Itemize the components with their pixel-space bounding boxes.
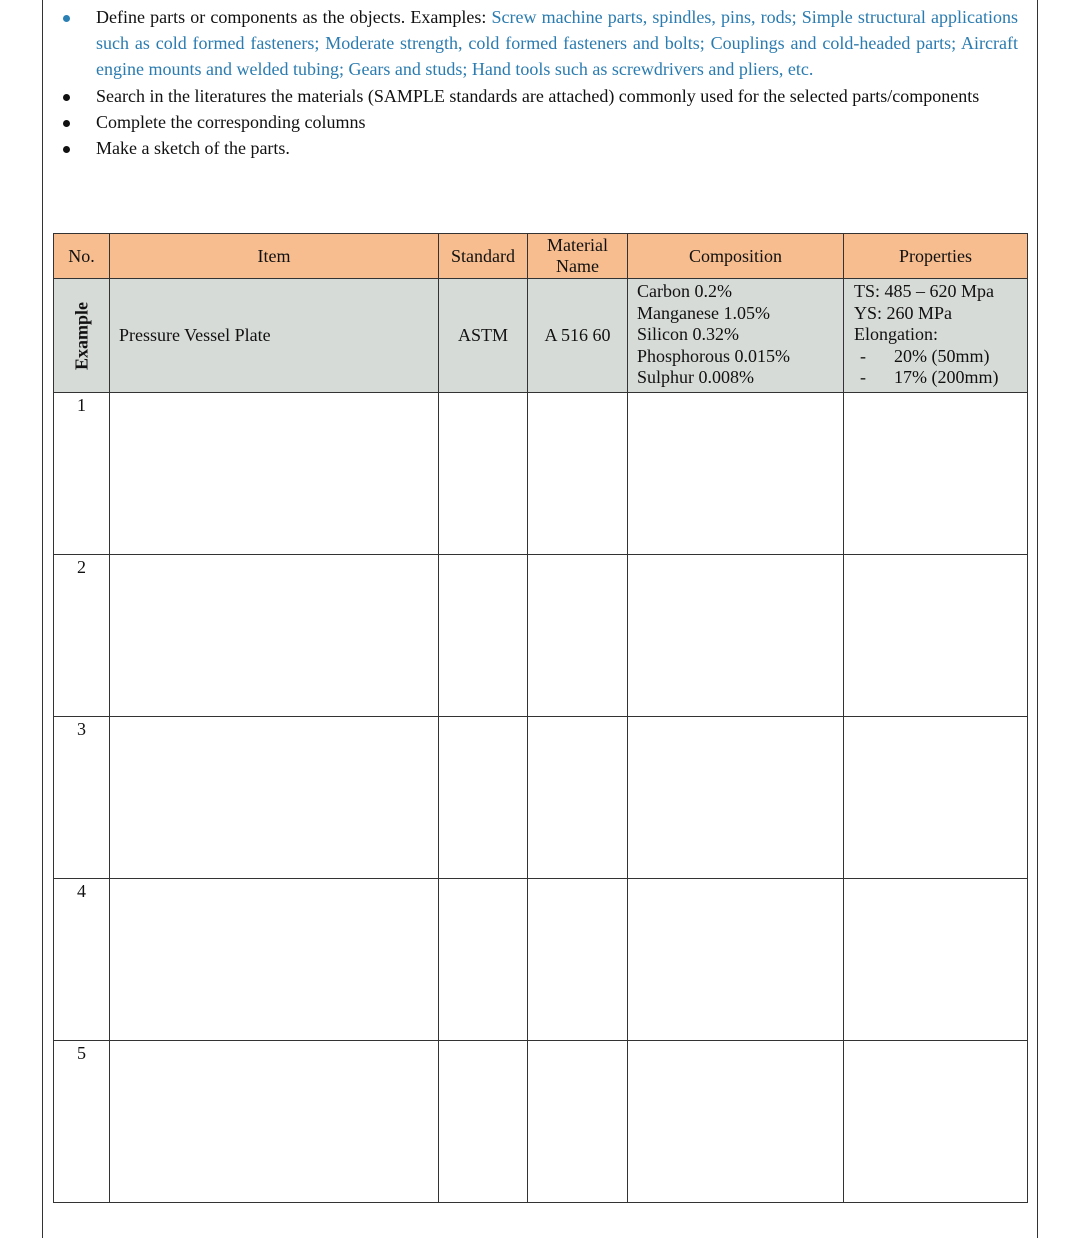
material-name-cell[interactable] xyxy=(528,879,628,1041)
properties-cell[interactable] xyxy=(844,879,1028,1041)
item-cell[interactable] xyxy=(110,879,439,1041)
standard-cell[interactable] xyxy=(439,879,528,1041)
example-material-name: A 516 60 xyxy=(528,279,628,393)
table-row xyxy=(54,393,1028,555)
header-standard: Standard xyxy=(439,234,528,279)
elongation-value: 17% (200mm) xyxy=(894,367,999,387)
composition-cell[interactable] xyxy=(628,879,844,1041)
property-ys: YS: 260 MPa xyxy=(854,302,953,323)
composition-line: Manganese 1.05% xyxy=(637,302,770,323)
instruction-item-1 xyxy=(0,4,1080,83)
header-properties: Properties xyxy=(844,234,1028,279)
property-elongation-line xyxy=(854,346,1027,368)
property-elongation-line xyxy=(854,367,1027,389)
example-row xyxy=(54,279,1028,393)
instruction-1-prefix: Define parts or components as the objects. Examples: xyxy=(96,7,492,27)
standard-cell[interactable] xyxy=(439,1041,528,1203)
row-number: 1 xyxy=(54,393,110,555)
composition-line: Phosphorous 0.015% xyxy=(637,345,791,366)
row-number: 3 xyxy=(54,717,110,879)
property-ts: TS: 485 – 620 Mpa xyxy=(854,281,995,301)
example-label-cell xyxy=(54,279,110,393)
material-name-cell[interactable] xyxy=(528,393,628,555)
bullet-icon xyxy=(63,15,70,22)
instruction-2-text: Search in the literatures the materials (SAMPLE standards are attached) commonly used for the selected parts/components xyxy=(96,86,980,106)
composition-cell[interactable] xyxy=(628,555,844,717)
instruction-4-text: Make a sketch of the parts. xyxy=(96,138,290,158)
table-row xyxy=(54,717,1028,879)
row-number: 2 xyxy=(54,555,110,717)
standard-cell[interactable] xyxy=(439,393,528,555)
materials-table xyxy=(53,233,1028,1203)
header-material-name: Material Name xyxy=(528,234,628,279)
row-number: 4 xyxy=(54,879,110,1041)
properties-cell[interactable] xyxy=(844,717,1028,879)
instruction-list xyxy=(0,4,1080,161)
example-standard: ASTM xyxy=(439,279,528,393)
property-elongation-label: Elongation: xyxy=(854,324,938,344)
item-cell[interactable] xyxy=(110,393,439,555)
row-number: 5 xyxy=(54,1041,110,1203)
elongation-value: 20% (50mm) xyxy=(894,345,990,366)
standard-cell[interactable] xyxy=(439,555,528,717)
material-name-cell[interactable] xyxy=(528,555,628,717)
table-header-row xyxy=(54,234,1028,279)
bullet-icon xyxy=(63,146,70,153)
table-row xyxy=(54,1041,1028,1203)
item-cell[interactable] xyxy=(110,717,439,879)
dash-marker: - xyxy=(860,367,866,387)
bullet-icon xyxy=(63,94,70,101)
properties-cell[interactable] xyxy=(844,555,1028,717)
material-name-cell[interactable] xyxy=(528,1041,628,1203)
composition-cell[interactable] xyxy=(628,1041,844,1203)
composition-line: Sulphur 0.008% xyxy=(637,367,754,387)
instruction-1-examples: Screw machine parts, spindles, pins, rods; Simple structural applications such as cold formed fasteners; Moderate strength, cold formed fasteners and bolts; Couplings and cold-headed parts; Aircraft engine mounts and welded tubing; Gears and studs; Hand tools such as screwdrivers and pliers, etc. xyxy=(96,7,1018,79)
standard-cell[interactable] xyxy=(439,717,528,879)
header-item: Item xyxy=(110,234,439,279)
table-row xyxy=(54,555,1028,717)
example-item: Pressure Vessel Plate xyxy=(110,279,439,393)
example-label: Example xyxy=(71,301,91,370)
composition-line: Silicon 0.32% xyxy=(637,324,739,344)
bullet-icon xyxy=(63,120,70,127)
header-no: No. xyxy=(54,234,110,279)
material-name-cell[interactable] xyxy=(528,717,628,879)
composition-cell[interactable] xyxy=(628,393,844,555)
composition-line: Carbon 0.2% xyxy=(637,281,732,301)
instruction-item-2 xyxy=(0,83,1080,109)
instruction-item-3 xyxy=(0,109,1080,135)
properties-cell[interactable] xyxy=(844,1041,1028,1203)
dash-marker: - xyxy=(860,345,866,366)
instruction-item-4 xyxy=(0,135,1080,161)
example-composition xyxy=(628,279,844,393)
item-cell[interactable] xyxy=(110,555,439,717)
properties-cell[interactable] xyxy=(844,393,1028,555)
header-composition: Composition xyxy=(628,234,844,279)
composition-cell[interactable] xyxy=(628,717,844,879)
instruction-3-text: Complete the corresponding columns xyxy=(96,112,366,132)
item-cell[interactable] xyxy=(110,1041,439,1203)
table-row xyxy=(54,879,1028,1041)
example-properties xyxy=(844,279,1028,393)
